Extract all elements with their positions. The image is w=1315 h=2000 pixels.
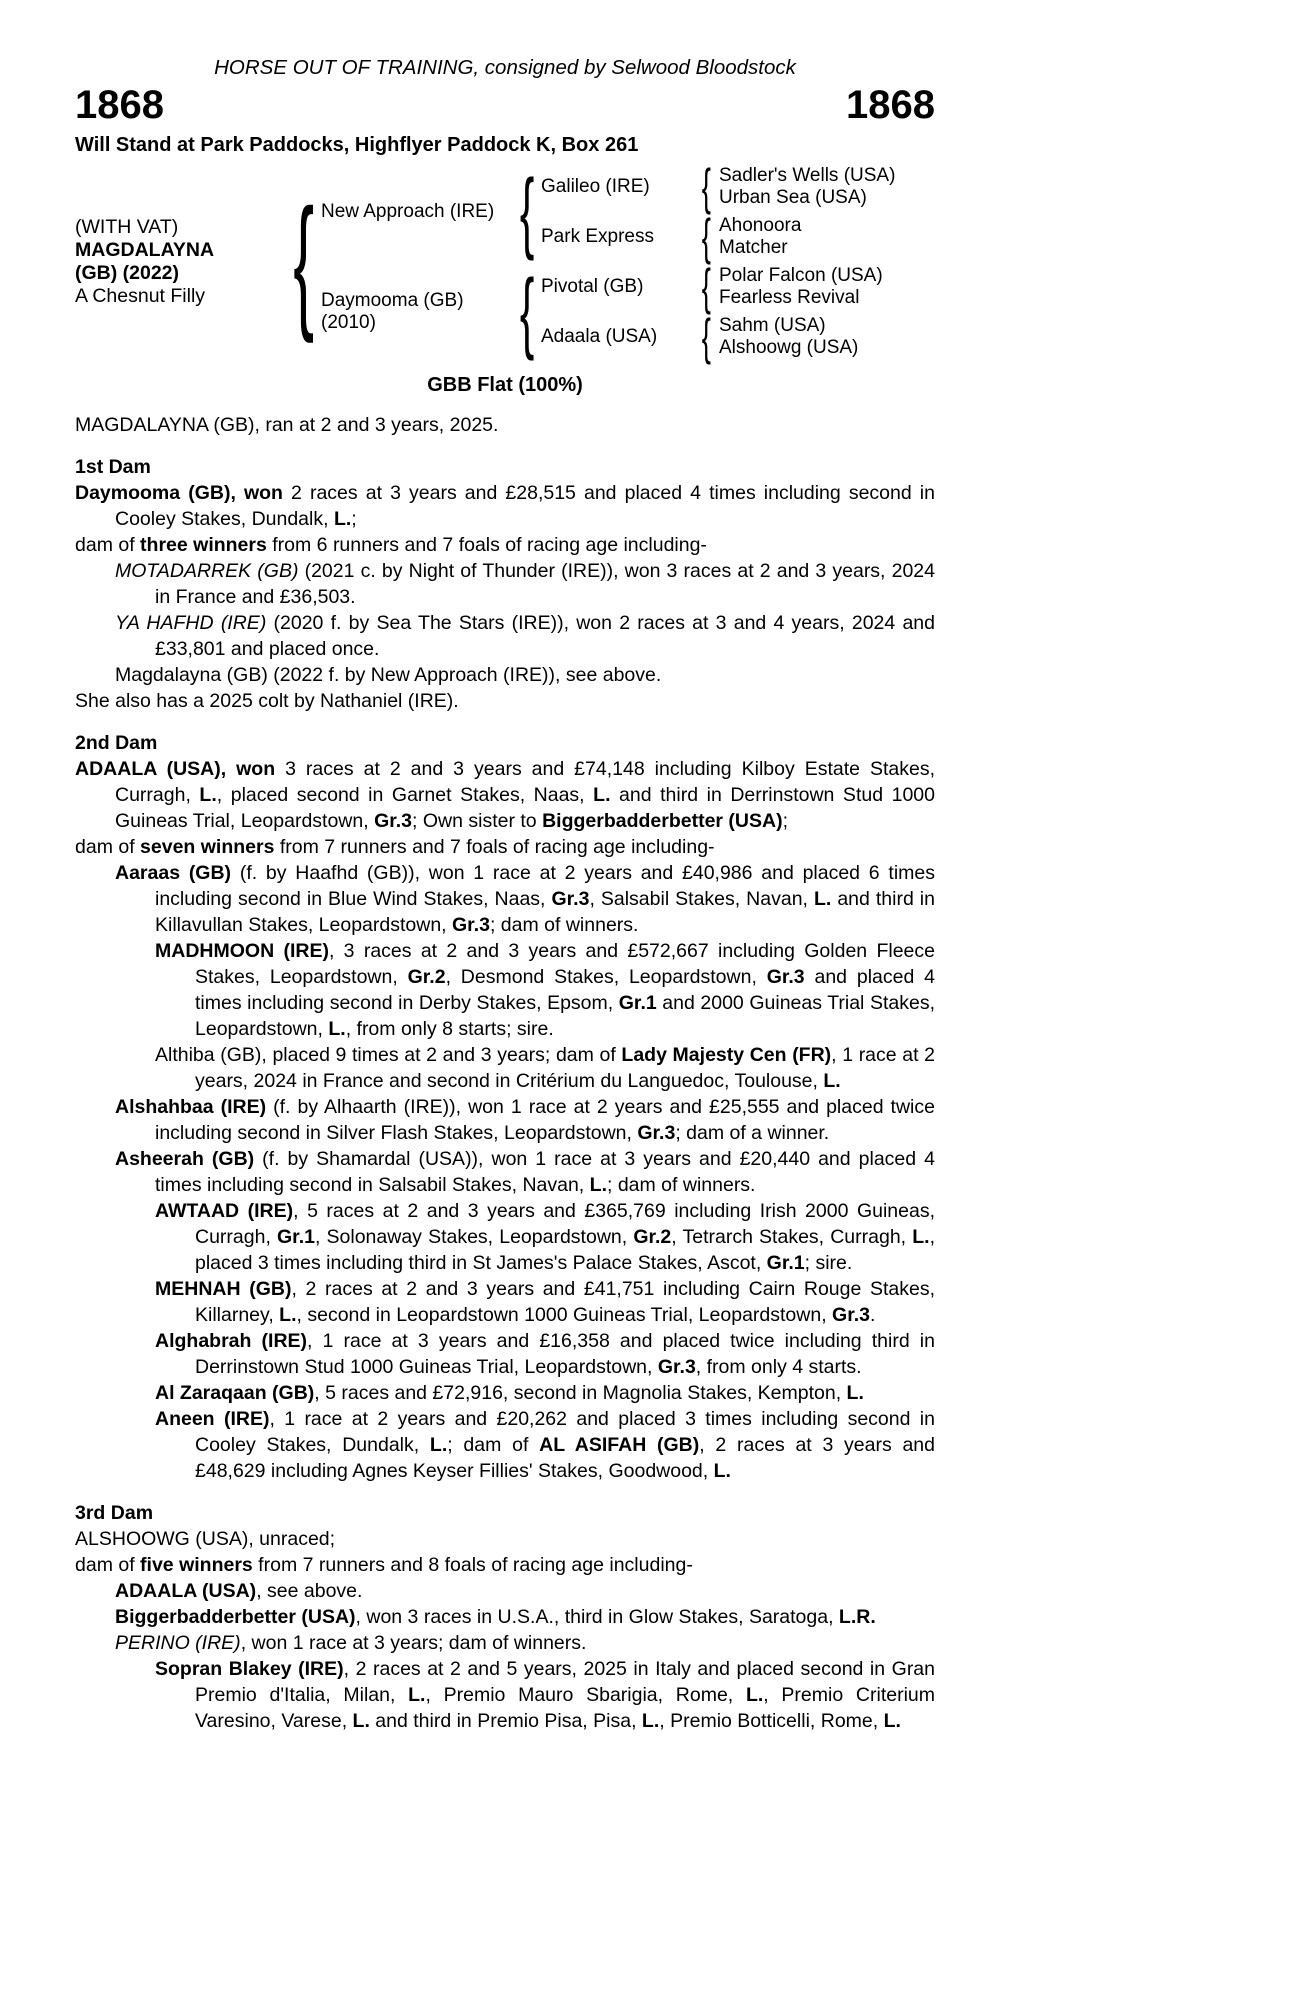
text-segment: Gr.1 [277, 1226, 315, 1248]
text-segment: , 1 race at 2 years, 2024 in France and second in Critérium du Languedoc, Toulouse, [195, 1044, 935, 1092]
sire-branch [321, 159, 931, 265]
text-segment: L. [745, 1684, 764, 1706]
text-segment: Gr.3 [637, 1122, 676, 1144]
catalog-paragraph [75, 1146, 935, 1198]
text-segment: ; dam of winners. [607, 1174, 756, 1196]
catalog-paragraph [75, 412, 935, 438]
text-segment: L. [823, 1070, 841, 1092]
horse-name: MAGDALAYNA [75, 239, 215, 261]
text-segment: L. [408, 1684, 426, 1706]
catalog-paragraph [75, 610, 935, 662]
sire-brace: { [519, 162, 535, 262]
text-segment: and third in Premio Pisa, Pisa, [369, 1710, 642, 1732]
horse-description: A Chesnut Filly [75, 285, 206, 307]
stand-location: Will Stand at Park Paddocks, Highflyer Paddock K, Box 261 [75, 134, 639, 156]
text-segment: L.R. [838, 1606, 876, 1628]
text-segment: , Desmond Stakes, Leopardstown, [445, 966, 767, 988]
text-segment: Gr.3 [832, 1304, 870, 1326]
catalog-paragraph [75, 834, 935, 860]
great-grandparent-name: Fearless Revival [719, 287, 860, 308]
grandparent-name: Pivotal (GB) [541, 276, 644, 297]
text-segment: AWTAAD (IRE) [155, 1200, 294, 1222]
catalog-paragraph [75, 1406, 935, 1484]
gbb-eligibility: GBB Flat (100%) [427, 374, 583, 396]
text-segment: , see above. [256, 1580, 363, 1602]
catalog-paragraph [75, 1604, 935, 1630]
text-segment: (2021 c. by Night of Thunder (IRE)), won 3 races at 2 and 3 years, 2024 in France and £36,503. [155, 560, 935, 608]
lot-number-left: 1868 [75, 83, 164, 127]
text-segment: Gr.1 [766, 1252, 805, 1274]
text-segment: from 6 runners and 7 foals of racing age including- [266, 534, 707, 556]
great-grandparent-name: Sahm (USA) [719, 315, 826, 336]
catalog-content [75, 55, 935, 1734]
text-segment: ; [351, 508, 357, 530]
text-segment: , from only 4 starts. [695, 1356, 862, 1378]
text-segment: L. [352, 1710, 370, 1732]
great-grandparent-name: Sadler's Wells (USA) [719, 165, 896, 186]
catalog-paragraph [75, 1094, 935, 1146]
dam-branch [321, 259, 931, 365]
text-segment: , 2 races at 3 years and £48,629 including Agnes Keyser Fillies' Stakes, Goodwood, [195, 1434, 935, 1482]
text-segment: Gr.3 [657, 1356, 696, 1378]
text-segment: and third in Derrinstown Stud 1000 Guineas Trial, Leopardstown, [115, 784, 935, 832]
text-segment: L. [333, 508, 352, 530]
great-grandparent-name: Urban Sea (USA) [719, 187, 867, 208]
text-segment: 2 races at 3 years and £28,515 and placed 4 times including second in Cooley Stakes, Dundalk, [115, 482, 935, 530]
text-segment: L. [593, 784, 611, 806]
text-segment: (f. by Shamardal (USA)), won 1 race at 3 years and £20,440 and placed 4 times including second in Salsabil Stakes, Navan, [155, 1148, 935, 1196]
grandparent-brace: { [701, 309, 711, 365]
text-segment: Daymooma (GB), won [75, 482, 292, 504]
text-segment: L. [429, 1434, 448, 1456]
text-segment: five winners [140, 1554, 253, 1576]
text-segment: She also has a 2025 colt by Nathaniel (IRE). [75, 690, 459, 712]
text-segment: , 2 races at 2 and 5 years, 2025 in Italy and placed second in Gran Premio d'Italia, Milan, [195, 1658, 936, 1706]
lot-number-right: 1868 [846, 83, 935, 127]
text-segment: , 1 race at 3 years and £16,358 and placed twice including third in Derrinstown Stud 1000 Guineas Trial, Leopardstown, [195, 1330, 935, 1378]
text-segment: , from only 8 starts; sire. [345, 1018, 554, 1040]
pedigree-table [75, 159, 935, 365]
text-segment: ; dam of [447, 1434, 540, 1456]
text-segment: L. [589, 1174, 607, 1196]
section-heading: 1st Dam [75, 456, 151, 478]
text-segment: Gr.2 [407, 966, 446, 988]
text-segment: Althiba (GB), placed 9 times at 2 and 3 years; dam of [155, 1044, 622, 1066]
grandparent-name: Adaala (USA) [541, 326, 658, 347]
text-segment: ; dam of a winner. [675, 1122, 830, 1144]
catalog-paragraph [75, 756, 935, 834]
text-segment: , won 3 races in U.S.A., third in Glow Stakes, Saratoga, [355, 1606, 839, 1628]
text-segment: ALSHOOWG (USA), unraced; [75, 1528, 336, 1550]
grandparent-brace: { [701, 159, 711, 215]
text-segment: Lady Majesty Cen (FR) [621, 1044, 832, 1066]
text-segment: (f. by Haafhd (GB)), won 1 race at 2 years and £40,986 and placed 6 times including second in Blue Wind Stakes, Naas, [155, 862, 935, 910]
catalog-paragraph [75, 1656, 935, 1734]
catalog-paragraph [75, 532, 935, 558]
catalog-paragraph [75, 1380, 935, 1406]
text-segment: dam of [75, 836, 141, 858]
text-segment: ADAALA (USA), won [75, 758, 286, 780]
text-segment: , 5 races at 2 and 3 years and £365,769 including Irish 2000 Guineas, Curragh, [195, 1200, 935, 1248]
horse-suffix: (GB) (2022) [75, 262, 180, 284]
text-segment: L. [199, 784, 217, 806]
text-segment: seven winners [140, 836, 275, 858]
text-segment: (f. by Alhaarth (IRE)), won 1 race at 2 years and £25,555 and placed twice including second in Silver Flash Stakes, Leopardstown, [155, 1096, 935, 1144]
catalog-paragraph [75, 1526, 935, 1552]
catalog-paragraph [75, 688, 935, 714]
catalog-paragraph [75, 1276, 935, 1328]
text-segment: L. [846, 1382, 864, 1404]
grandparent-brace: { [701, 209, 711, 265]
catalog-paragraph [75, 1042, 935, 1094]
text-segment: Sopran Blakey (IRE) [155, 1658, 344, 1680]
text-segment: ADAALA (USA) [115, 1580, 257, 1602]
text-segment: MAGDALAYNA (GB), ran at 2 and 3 years, 2025. [75, 414, 499, 436]
text-segment: Asheerah (GB) [115, 1148, 255, 1170]
catalog-paragraph [75, 1198, 935, 1276]
text-segment: MEHNAH (GB) [155, 1278, 292, 1300]
text-segment: ; dam of winners. [489, 914, 639, 936]
text-segment: MOTADARREK (GB) [115, 560, 299, 582]
text-segment: Gr.3 [766, 966, 805, 988]
text-segment: . [869, 1304, 876, 1326]
catalog-paragraph [75, 860, 935, 938]
section-heading: 2nd Dam [75, 732, 158, 754]
text-segment: ; sire. [804, 1252, 853, 1274]
grandparent-branch [541, 309, 931, 365]
text-segment: Biggerbadderbetter (USA) [115, 1606, 356, 1628]
text-segment: and placed 4 times including second in Derby Stakes, Epsom, [195, 966, 935, 1014]
text-segment: ; [782, 810, 789, 832]
text-segment: L. [713, 1460, 731, 1482]
text-segment: YA HAFHD (IRE) [115, 612, 267, 634]
catalog-paragraph [75, 662, 935, 688]
grandparent-name: Park Express [541, 226, 654, 247]
vat-note: (WITH VAT) [75, 216, 179, 238]
text-segment: ; Own sister to [412, 810, 543, 832]
text-segment: , 2 races at 2 and 3 years and £41,751 including Cairn Rouge Stakes, Killarney, [195, 1278, 936, 1326]
text-segment: Biggerbadderbetter (USA) [542, 810, 783, 832]
catalog-paragraph [75, 558, 935, 610]
grandparent-name: Galileo (IRE) [541, 176, 650, 197]
text-segment: Alghabrah (IRE) [155, 1330, 308, 1352]
text-segment: Aaraas (GB) [115, 862, 232, 884]
text-segment: L. [883, 1710, 901, 1732]
text-segment: , Premio Criterium Varesino, Varese, [195, 1684, 935, 1732]
sire-name: New Approach (IRE) [321, 201, 495, 222]
text-segment: three winners [140, 534, 267, 556]
text-segment: L. [328, 1018, 346, 1040]
text-segment: and third in Killavullan Stakes, Leopardstown, [155, 888, 935, 936]
text-segment: , Premio Mauro Sbarigia, Rome, [425, 1684, 746, 1706]
text-segment: Gr.3 [452, 914, 490, 936]
text-segment: Gr.1 [618, 992, 657, 1014]
text-segment: , second in Leopardstown 1000 Guineas Trial, Leopardstown, [296, 1304, 833, 1326]
grandparent-branch [541, 159, 931, 215]
pedigree-parents [321, 159, 931, 365]
text-segment: Gr.2 [633, 1226, 672, 1248]
dam-name: Daymooma (GB) (2010) [321, 290, 513, 334]
lot-number-row [75, 83, 935, 127]
text-segment: , 1 race at 2 years and £20,262 and placed 3 times including second in Cooley Stakes, Dundalk, [195, 1408, 935, 1456]
text-segment: , Salsabil Stakes, Navan, [589, 888, 814, 910]
grandparent-brace: { [701, 259, 711, 315]
text-segment: dam of [75, 534, 141, 556]
grandparent-branch [541, 209, 931, 265]
dam-brace: { [519, 262, 535, 362]
dam-year: (2010) [321, 312, 376, 333]
text-segment: dam of [75, 1554, 141, 1576]
text-segment: , 5 races and £72,916, second in Magnolia Stakes, Kempton, [314, 1382, 847, 1404]
great-grandparent-name: Alshoowg (USA) [719, 337, 859, 358]
text-segment: Magdalayna (GB) (2022 f. by New Approach (IRE)), see above. [115, 664, 662, 686]
text-segment: , Solonaway Stakes, Leopardstown, [314, 1226, 634, 1248]
catalog-paragraph [75, 1328, 935, 1380]
catalog-paragraph [75, 1552, 935, 1578]
text-segment: , won 1 race at 3 years; dam of winners. [240, 1632, 587, 1654]
text-segment: AL ASIFAH (GB) [539, 1434, 700, 1456]
horse-details [75, 216, 287, 308]
text-segment: from 7 runners and 8 foals of racing age including- [252, 1554, 693, 1576]
text-segment: from 7 runners and 7 foals of racing age including- [274, 836, 715, 858]
text-segment: (2020 f. by Sea The Stars (IRE)), won 2 races at 3 and 4 years, 2024 and £33,801 and placed once. [155, 612, 935, 660]
text-segment: , placed 3 times including third in St James's Palace Stakes, Ascot, [195, 1226, 936, 1274]
pedigree-sections [75, 412, 935, 1734]
text-segment: L. [641, 1710, 660, 1732]
text-segment: Aneen (IRE) [155, 1408, 270, 1430]
catalog-paragraph [75, 938, 935, 1042]
text-segment: , 3 races at 2 and 3 years and £572,667 including Golden Fleece Stakes, Leopardstown, [195, 940, 935, 988]
catalog-paragraph [75, 480, 935, 532]
text-segment: Al Zaraqaan (GB) [155, 1382, 315, 1404]
text-segment: L. [912, 1226, 930, 1248]
text-segment: 3 races at 2 and 3 years and £74,148 including Kilboy Estate Stakes, Curragh, [115, 758, 935, 806]
great-grandparent-name: Ahonoora [719, 215, 802, 236]
text-segment: and 2000 Guineas Trial Stakes, Leopardstown, [195, 992, 935, 1040]
text-segment: L. [813, 888, 832, 910]
great-grandparent-name: Matcher [719, 237, 788, 258]
catalog-paragraph [75, 1630, 935, 1656]
text-segment: MADHMOON (IRE) [155, 940, 329, 962]
text-segment: Gr.3 [551, 888, 590, 910]
text-segment: L. [279, 1304, 297, 1326]
text-segment: , Tetrarch Stakes, Curragh, [671, 1226, 913, 1248]
text-segment: , Premio Botticelli, Rome, [659, 1710, 884, 1732]
pedigree-brace-main: { [293, 179, 315, 344]
text-segment: PERINO (IRE) [115, 1632, 241, 1654]
text-segment: , placed second in Garnet Stakes, Naas, [216, 784, 594, 806]
text-segment: Alshahbaa (IRE) [115, 1096, 267, 1118]
consignment-header: HORSE OUT OF TRAINING, consigned by Selwood Bloodstock [214, 56, 796, 79]
text-segment: Gr.3 [374, 810, 413, 832]
catalog-paragraph [75, 1578, 935, 1604]
grandparent-branch [541, 259, 931, 315]
section-heading: 3rd Dam [75, 1502, 154, 1524]
great-grandparent-name: Polar Falcon (USA) [719, 265, 883, 286]
